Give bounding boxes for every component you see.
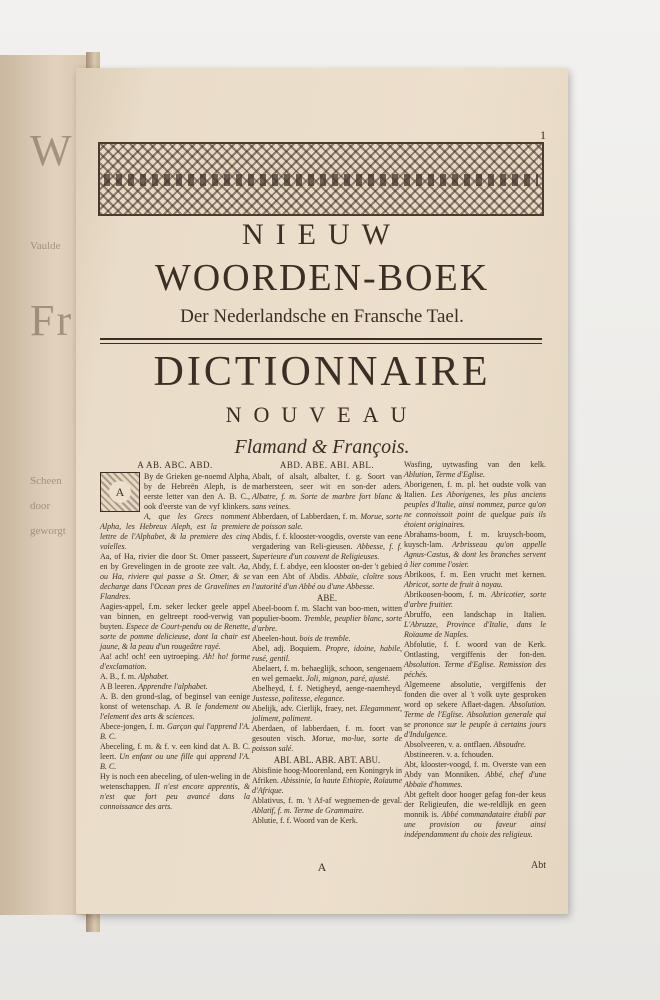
dictionary-entry: Abt geftelt door hooger gefag fon-der keus der Religieufen, die we-reldlijk en geen monnik is. Abbé commandataire établi par une provision ou faveur ainsi indépendamment du choix des religieux. bbox=[404, 790, 546, 839]
dictionary-entry: Abruffo, een landschap in Italien. L'Abruzze, Province d'Italie, dans le Roïaume de Naples. bbox=[404, 610, 546, 639]
dictionary-page bbox=[76, 68, 568, 914]
title-fr-main: DICTIONNAIRE bbox=[153, 349, 491, 395]
title-top: NIEUW bbox=[242, 218, 402, 251]
dictionary-entry: Absolveeren, v. a. ontflaen. Absoudre. bbox=[404, 740, 527, 749]
dictionary-entry: Abberdaen, of Labberdaen, f. m. Morue, sorte de poisson sale. bbox=[252, 512, 403, 531]
dictionary-entry: Abece-jongen, f. m. Garçon qui l'apprend l'A. B. C. bbox=[100, 722, 250, 741]
dictionary-entry: Abelijk, adv. Cierlijk, fraey, net. Elegamment, joliment, poliment. bbox=[252, 704, 403, 723]
column-3 bbox=[404, 460, 546, 840]
title-fr-sub: NOUVEAU bbox=[225, 402, 419, 427]
section-heading: ABI. ABL. ABR. ABT. ABU. bbox=[273, 755, 381, 765]
title-main: WOORDEN-BOEK bbox=[154, 257, 490, 299]
dictionary-entry: Aborigenen, f. m. pl. het oudste volk van Italien. Les Aborigenes, les plus anciens peuples d'Italie, ainsi nommez, parce qu'on ne connoissoit point de quelque pais ils étoient originaires. bbox=[404, 480, 546, 529]
signature-mark: A bbox=[317, 860, 327, 874]
column-heading: A AB. ABC. ABD. bbox=[137, 460, 213, 470]
dictionary-entry: Aa, of Ha, rivier die door St. Omer passeert, en by Grevelingen in de groote zee valt. Aa, ou Ha, riviere qui passe a St. Omer, & se decharge dans l'Ocean pres de Gravelines en Flandres. bbox=[100, 552, 251, 601]
dictionary-entry: Abel, adj. Boquiem. Propre, idoine, habile, rusé, gentil. bbox=[252, 644, 403, 663]
catchword: Abt bbox=[531, 860, 546, 871]
dictionary-entry: Aa! ach! och! een uytroeping. Ah! ho! forme d'exclamation. bbox=[100, 652, 251, 671]
dictionary-entry: By de Grieken ge-noemd Alpha, by de Hebreën Aleph, is de eerste letter van den A. B. C., ook d'eerste van de vyf klinkers. A, que les Grecs nomment Alpha, les Hebreux Aleph, est la premiere lettre de l'Alphabet, & la premiere des cinq voïelles. bbox=[100, 472, 250, 551]
dictionary-entry: Aagies-appel, f.m. seker lecker geele appel van binnen, en geltreept rood-verwig van buyten. Espece de Court-pendu ou de Renette, sorte de pomme delicieuse, dont la chair est jaune, & la peau d'un rougeâtre rayé. bbox=[100, 602, 250, 651]
dictionary-entry: Abt, klooster-voogd, f. m. Overste van een Abdy van Monniken. Abbé, chef d'une Abbaïe d'hommes. bbox=[404, 760, 546, 789]
dictionary-entry: Abelaert, f. m. behaeglijk, schoon, sengenaem en wel gemaekt. Joli, mignon, paré, ajusté. bbox=[252, 664, 402, 683]
dictionary-entry: A. B. den grond-slag, of beginsel van eenige konst of wetenschap. A. B. le fondement ou l'element des arts & sciences. bbox=[100, 692, 250, 721]
dictionary-entry: Algemeene absolutie, vergiffenis der fonden die over al 't volk uyte gesproken word op sekere Aflaet-dagen. Absolution. Terme de l'Eglise. Absolution generale qui se prononce sur le peuple à certains jours d'Indulgence. bbox=[404, 680, 547, 739]
section-heading: ABE. bbox=[316, 593, 338, 603]
dictionary-entry: Abdis, f. f. klooster-voogdis, overste van eene vergadering van Reli-gieusen. Abbesse, f. f. Superieure d'un couvent de Religieuses. bbox=[252, 532, 403, 561]
left-page-fragment: Vaulde bbox=[30, 240, 61, 252]
dictionary-entry: Abalt, of alsalt, albalter, f. g. Soort van marbersteen, seer wit en son-der aders. Albatre, f. m. Sorte de marbre fort blanc & sans veines. bbox=[252, 472, 402, 511]
dictionary-entry: Abeceling, f. m. & f. v. een kind dat A. B. C. leert. Un enfant ou une fille qui apprend l'A. B. C. bbox=[100, 742, 250, 771]
dictionary-entry: Abeel-boom f. m. Slacht van boo-men, witten populier-boom. Tremble, peuplier blanc, sorte d'arbre. bbox=[252, 604, 402, 633]
dictionary-entry: Abfolutie, f. f. woord van de Kerk. Ontlasting, vergiffenis der fon-den. Absolution. Terme d'Eglise. Remission des péchés. bbox=[404, 640, 546, 679]
left-page-fragment: W bbox=[30, 126, 74, 175]
ornamental-header-band bbox=[98, 142, 544, 216]
decorated-initial bbox=[100, 472, 140, 512]
left-page-fragment: door bbox=[30, 500, 51, 512]
dictionary-entry: Abrikoos, f. m. Een vrucht met kernen. Abricot, sorte de fruit à noyau. bbox=[404, 570, 546, 589]
dictionary-entry: Abrikoosen-boom, f. m. Abricotier, sorte d'arbre fruitier. bbox=[404, 590, 546, 609]
dictionary-entry: Aberdaen, of labberdaen, f. m. foort van gesouten visch. Morue, mo-lue, sorte de poisson salé. bbox=[252, 724, 403, 753]
dictionary-entry: Abrahams-boom, f. m. kruysch-boom, kuysch-lam. Arbrisseau qu'on appelle Agnus-Castus, & dont les branches servent à lier comme l'osier. bbox=[404, 530, 546, 569]
title-fr-lang: Flamand & François. bbox=[234, 436, 410, 458]
dictionary-entry: A B leeren. Apprendre l'alphabet. bbox=[100, 682, 208, 691]
left-page-fragment: Fr bbox=[30, 296, 74, 345]
dictionary-entry: Abdy, f. f. abdye, een klooster on-der 't gebied van een Abt of Abdis. Abbaïe, cloître sous l'autorité d'un Abbé ou d'une Abbesse. bbox=[252, 562, 402, 591]
dictionary-entry: Abelheyd, f. f. Netigheyd, aenge-naemheyd. Justesse, politesse, elegance. bbox=[252, 684, 402, 703]
dictionary-entry: Abeelen-hout. bois de tremble. bbox=[252, 634, 351, 643]
dictionary-entry: Ablutie, f. f. Woord van de Kerk. bbox=[252, 816, 358, 825]
dictionary-entry: Abisfinie hoog-Moorenland, een Koningryk in Afriken. Abissinie, la haute Ethiopie, Roïaume d'Afrique. bbox=[252, 766, 402, 795]
dictionary-entry: Hy is noch een abeceling, of ulen-weling in de wetenschappen. Il n'est encore apprentis, & n'est que fort peu avancé dans la connoissance des arts. bbox=[100, 772, 251, 811]
column-heading: ABD. ABE. ABI. ABL. bbox=[279, 460, 375, 470]
folio-number: 1 bbox=[540, 128, 546, 142]
initial-letter: A bbox=[109, 481, 131, 503]
column-1 bbox=[100, 460, 250, 812]
dictionary-entry: A. B., f. m. Alphabet. bbox=[100, 672, 169, 681]
column-2 bbox=[252, 460, 402, 826]
title-sub: Der Nederlandsche en Fransche Tael. bbox=[180, 306, 464, 327]
left-page-fragment: geworgt bbox=[30, 525, 66, 537]
left-page-fragment: Scheen bbox=[30, 475, 62, 487]
title-rule bbox=[100, 338, 542, 340]
dictionary-entry: Abstineeren. v. a. fchouden. bbox=[404, 750, 494, 759]
title-rule-thin bbox=[100, 343, 542, 344]
dictionary-entry: Wasfing, uytwasfing van den kelk. Ablution, Terme d'Eglise. bbox=[404, 460, 546, 479]
dictionary-entry: Ablativus, f. m. 't Af-af wegnemen-de geval. Ablatif, f. m. Terme de Grammaire. bbox=[252, 796, 402, 815]
